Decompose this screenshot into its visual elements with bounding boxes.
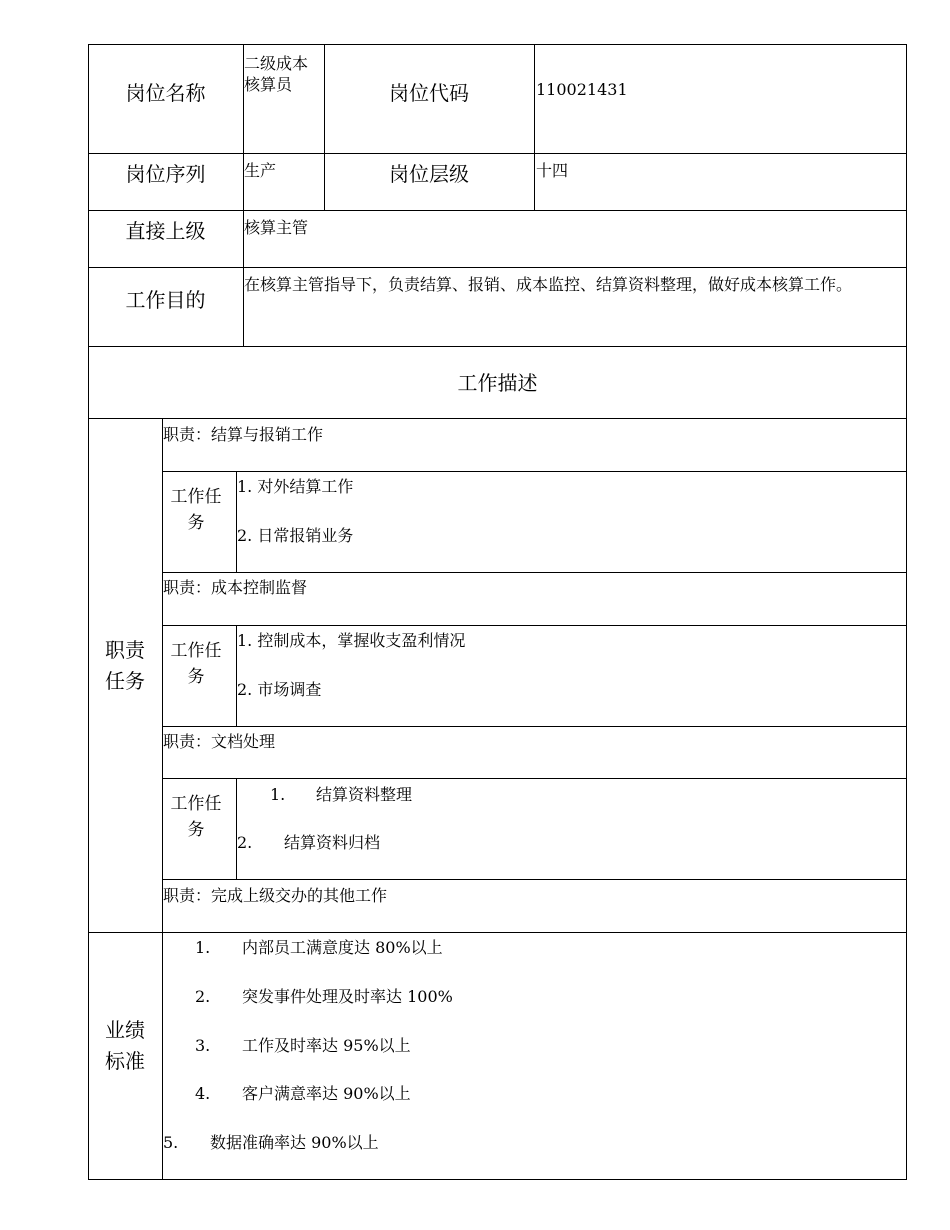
row-divider bbox=[88, 267, 907, 268]
row-divider bbox=[88, 153, 907, 154]
row-divider bbox=[88, 418, 907, 419]
post-name-label: 岗位名称 bbox=[125, 81, 206, 105]
task-label: 工作任务 bbox=[170, 487, 222, 533]
performance-item: 工作及时率达 95%以上 bbox=[242, 1036, 411, 1055]
col-divider bbox=[162, 418, 163, 1180]
performance-item: 客户满意率达 90%以上 bbox=[242, 1084, 411, 1103]
task-item: 2. 市场调查 bbox=[237, 680, 322, 699]
row-divider bbox=[162, 572, 907, 573]
performance-side-label: 业绩标准 bbox=[105, 1018, 145, 1073]
task-label: 工作任务 bbox=[170, 794, 222, 840]
performance-item: 数据准确率达 90%以上 bbox=[210, 1133, 379, 1152]
post-series-label: 岗位序列 bbox=[125, 162, 206, 186]
task-item-number: 2. bbox=[237, 833, 253, 852]
row-divider bbox=[162, 778, 907, 779]
col-divider bbox=[534, 44, 535, 210]
post-level-value: 十四 bbox=[536, 161, 569, 180]
row-divider bbox=[162, 879, 907, 880]
description-title: 工作描述 bbox=[457, 371, 538, 395]
duty-title: 职责：完成上级交办的其他工作 bbox=[163, 886, 388, 905]
duty-title: 职责：结算与报销工作 bbox=[163, 425, 324, 444]
task-item: 1. 控制成本，掌握收支盈利情况 bbox=[237, 631, 466, 650]
task-item-number: 1. bbox=[270, 785, 286, 804]
row-divider bbox=[88, 346, 907, 347]
task-item: 结算资料归档 bbox=[284, 833, 381, 852]
col-divider bbox=[236, 778, 237, 879]
purpose-value: 在核算主管指导下，负责结算、报销、成本监控、结算资料整理，做好成本核算工作。 bbox=[244, 275, 853, 294]
task-item: 1. 对外结算工作 bbox=[237, 477, 354, 496]
duty-title: 职责：文档处理 bbox=[163, 732, 276, 751]
duty-title: 职责：成本控制监督 bbox=[163, 578, 308, 597]
post-level-label: 岗位层级 bbox=[389, 162, 469, 186]
task-label: 工作任务 bbox=[170, 641, 222, 687]
row-divider bbox=[162, 726, 907, 727]
performance-item-number: 5. bbox=[163, 1133, 179, 1152]
performance-item-number: 4. bbox=[195, 1084, 211, 1103]
supervisor-label: 直接上级 bbox=[125, 219, 206, 243]
performance-item-number: 3. bbox=[195, 1036, 211, 1055]
row-divider bbox=[88, 932, 907, 933]
supervisor-value: 核算主管 bbox=[244, 218, 309, 237]
post-name-value: 二级成本核算员 bbox=[244, 54, 309, 94]
performance-item: 突发事件处理及时率达 100% bbox=[242, 987, 453, 1006]
task-item: 结算资料整理 bbox=[316, 785, 413, 804]
post-code-label: 岗位代码 bbox=[389, 81, 469, 105]
row-divider bbox=[162, 471, 907, 472]
purpose-label: 工作目的 bbox=[125, 288, 206, 312]
row-divider bbox=[162, 625, 907, 626]
row-divider bbox=[88, 210, 907, 211]
task-item: 2. 日常报销业务 bbox=[237, 526, 354, 545]
post-code-value: 110021431 bbox=[536, 80, 628, 99]
post-series-value: 生产 bbox=[244, 161, 277, 180]
performance-item-number: 2. bbox=[195, 987, 211, 1006]
performance-item-number: 1. bbox=[195, 938, 211, 957]
duties-side-label: 职责任务 bbox=[105, 638, 145, 693]
performance-item: 内部员工满意度达 80%以上 bbox=[242, 938, 443, 957]
